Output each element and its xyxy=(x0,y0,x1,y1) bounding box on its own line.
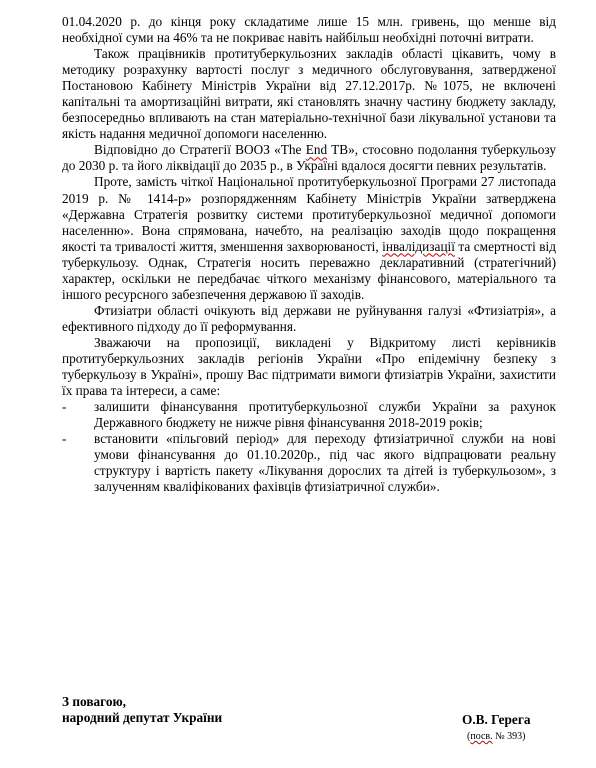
demands-list xyxy=(62,399,556,495)
spellcheck-word: End xyxy=(305,142,328,158)
text-segment: TB», стосовно подолання туберкульозу до 2030 р. та його ліквідації до 2035 р., в Україні вдалося досягти певних результатів. xyxy=(62,142,556,174)
list-item-text: залишити фінансування протитуберкульозної служби України за рахунок Державного бюджету не нижче рівня фінансування 2018-2019 років; xyxy=(94,399,556,431)
signer-name: О.В. Герега xyxy=(462,712,531,727)
paragraph-funding-continuation: 01.04.2020 р. до кінця року складатиме лише 15 млн. гривень, що менше від необхідної суми на 46% та не покриває навіть найбільш необхідні поточні витрати. xyxy=(62,14,556,46)
text-segment: ( xyxy=(467,731,471,742)
spellcheck-word: посв. xyxy=(470,731,493,742)
paragraph-who-strategy xyxy=(62,142,556,174)
text-segment: Проте, замість чіткої Національної протитуберкульозної Програми 27 листопада 2019 р. № 1414-р» розпорядженням Кабінету Міністрів України затверджена «Державна Стратегія розвитку системи протитуберкульозної медичної допомоги населенню». Вона спрямована, начебто, на реалізацію заходів щодо покращення якості та тривалості життя, зменшення захворюваності, xyxy=(62,174,556,254)
spellcheck-word: інвалідизації xyxy=(382,238,455,254)
paragraph-phthisiatricians-expectations: Фтизіатри області очікують від держави не руйнування галузі «Фтизіатрія», а ефективного підходу до її реформування. xyxy=(62,302,556,334)
list-item xyxy=(62,431,556,495)
list-item xyxy=(62,399,556,431)
paragraph-cost-methodology: Також працівників протитуберкульозних закладів області цікавить, чому в методику розрахунку вартості послуг з медичного обслуговування, затвердженої Постановою Кабінету Міністрів України від 27.12.2017р. №1075, не включені капітальні та амортизаційні витрати, які становлять значну частину бюджету закладу, безпосередньо впливають на стан матеріально-технічної бази лікувальної установи та якість надання медичної допомоги населенню. xyxy=(62,46,556,142)
letter-body xyxy=(62,14,556,495)
list-item-text: встановити «пільговий період» для переходу фтизіатричної служби на нові умови фінансування до 01.10.2020р., під час якого відпрацювати реальну структуру і вартість пакету «Лікування дорослих та дітей із туберкульозом», з залученням кваліфікованих фахівців фтизіатричної служби». xyxy=(94,431,556,495)
text-segment: № 393) xyxy=(492,731,526,742)
list-bullet: - xyxy=(62,399,67,415)
text-segment: Відповідно до Стратегії ВООЗ «The xyxy=(94,142,306,158)
list-bullet: - xyxy=(62,431,67,447)
certificate-number xyxy=(467,729,525,745)
paragraph-state-strategy xyxy=(62,174,556,302)
closing-line: З повагою, xyxy=(62,694,126,709)
text-segment: та смертності від туберкульозу. Однак, Стратегія носить переважно декларативний (стратегічний) характер, оскільки не передбачає чіткого механізму фінансового, матеріального та іншого ресурсного забезпечення державою її заходів. xyxy=(62,238,557,302)
signer-title: народний депутат України xyxy=(62,710,223,726)
paragraph-request: Зважаючи на пропозиції, викладені у Відкритому листі керівників протитуберкульозних закладів регіонів України «Про епідемічну безпеку з туберкульозу в Україні», прошу Вас підтримати вимоги фтизіатрів України, захистити їх права та інтереси, а саме: xyxy=(62,334,556,399)
